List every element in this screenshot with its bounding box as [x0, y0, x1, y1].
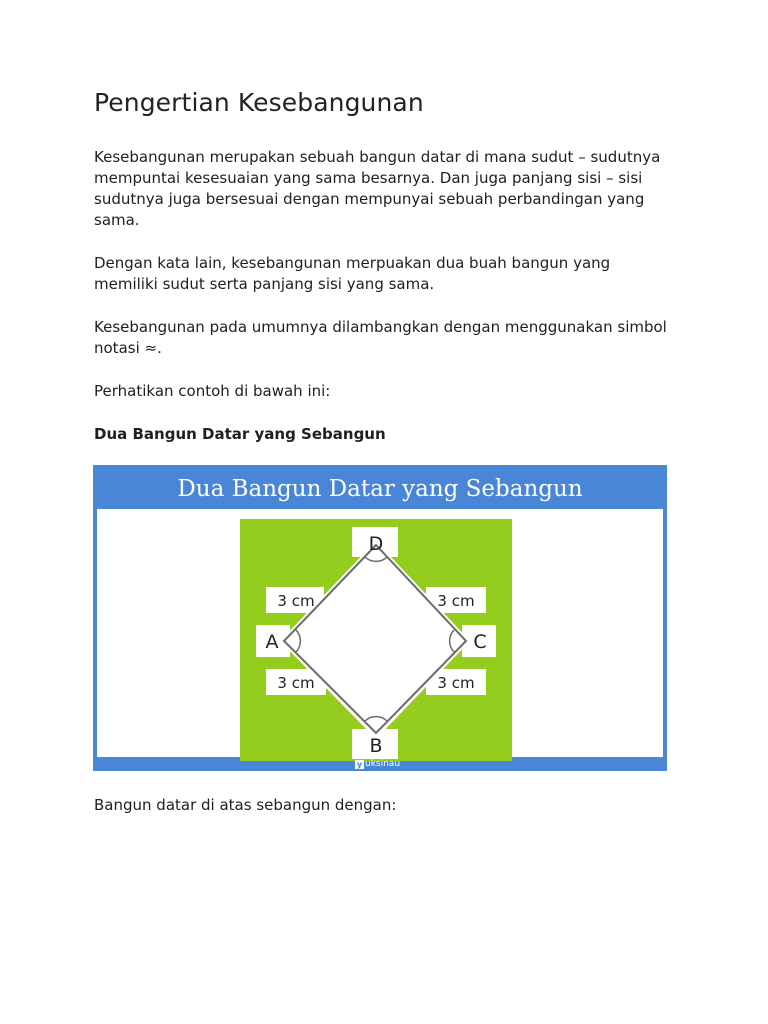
- paragraph-definition: Kesebangunan merupakan sebuah bangun datar di mana sudut – sudutnya mempuntai kesesuaian yang sama besarnya. Dan juga panjang sisi – sisi sudutnya juga bersesuai dengan mempunyai sebuah perbandingan yang sama.: [94, 148, 661, 229]
- document-page: [94, 88, 674, 838]
- page-title: Pengertian Kesebangunan: [94, 88, 424, 117]
- brand-text: uksinau: [365, 759, 401, 769]
- side-label-bottom-right: 3 cm: [437, 674, 475, 692]
- side-label-top-right: 3 cm: [437, 592, 475, 610]
- figure-subheading: Dua Bangun Datar yang Sebangun: [94, 425, 386, 443]
- vertex-label-d: D: [368, 533, 384, 555]
- brand-logo-icon: y: [356, 760, 363, 769]
- rhombus-fill: [280, 541, 470, 739]
- paragraph-closing: Bangun datar di atas sebangun dengan:: [94, 796, 397, 814]
- vertex-label-a: A: [265, 631, 279, 653]
- yuksinau-watermark: [355, 759, 400, 770]
- paragraph-example-intro: Perhatikan contoh di bawah ini:: [94, 382, 331, 400]
- side-label-top-left: 3 cm: [277, 592, 315, 610]
- vertex-label-b: B: [369, 735, 383, 757]
- paragraph-notation: Kesebangunan pada umumnya dilambangkan dengan menggunakan simbol notasi ≈.: [94, 318, 667, 357]
- rhombus-diagram: [240, 519, 512, 761]
- figure-title: Dua Bangun Datar yang Sebangun: [177, 476, 583, 502]
- paragraph-other-words: Dengan kata lain, kesebangunan merpuakan dua buah bangun yang memiliki sudut serta panjang sisi yang sama.: [94, 254, 611, 293]
- figure-body: [97, 509, 663, 757]
- similar-shapes-figure: [93, 465, 667, 771]
- figure-green-panel: [240, 519, 512, 761]
- side-label-bottom-left: 3 cm: [277, 674, 315, 692]
- vertex-label-c: C: [473, 631, 487, 653]
